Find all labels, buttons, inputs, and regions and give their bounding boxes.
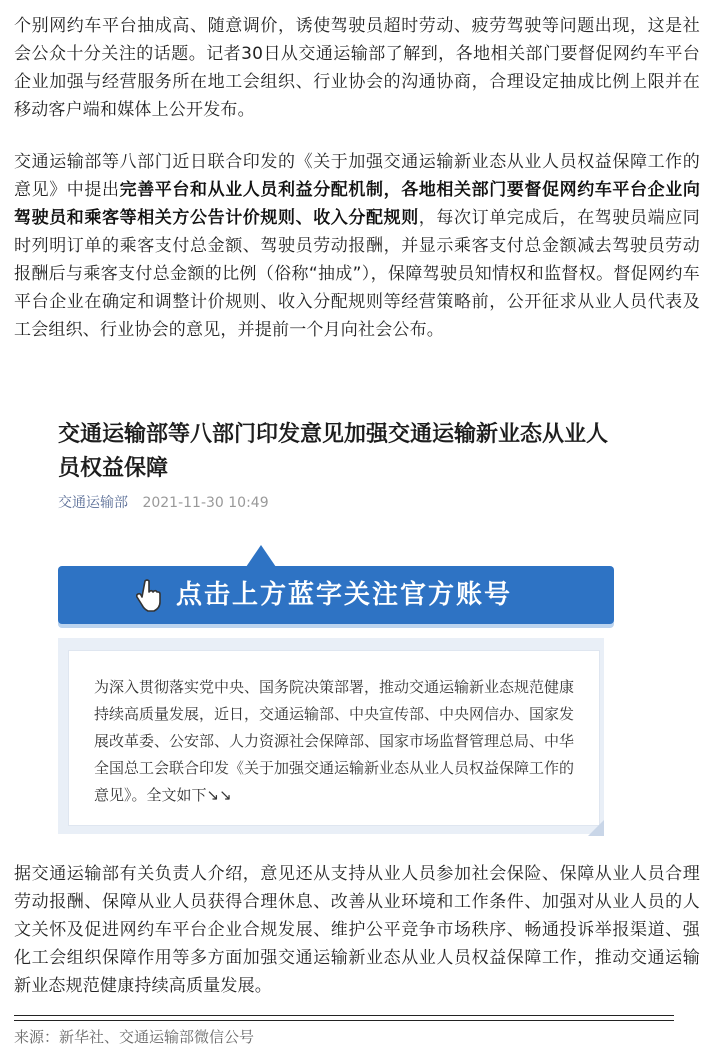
paragraph-2-bold-2: 各地相关部门要督促网约车平台企业向驾驶员和乘客等相关方公告计价规则、收入分配规则 [14, 180, 701, 228]
article-paragraph-1: 个别网约车平台抽成高、随意调价，诱使驾驶员超时劳动、疲劳驾驶等问题出现，这是社会公众十分关注的话题。记者30日从交通运输部了解到，各地相关部门要督促网约车平台企业加强与经营服务所在地工会组织、行业协会的沟通协商，合理设定抽成比例上限并在移动客户端和媒体上公开发布。 [14, 16, 700, 120]
footer-divider-top [14, 1015, 674, 1016]
paragraph-2-bold-1: 完善平台和从业人员利益分配机制 [119, 180, 384, 200]
article-paragraph-2 [14, 148, 700, 344]
embedded-article-source-link[interactable]: 交通运输部 [58, 495, 128, 511]
footer-divider-bottom [14, 1020, 674, 1021]
paragraph-2-comma: ， [383, 180, 402, 200]
pointer-hand-icon [136, 578, 162, 612]
banner-pointer-triangle [246, 545, 276, 567]
article-source: 来源：新华社、交通运输部微信公号 [14, 1028, 255, 1046]
embedded-article-time: 2021-11-30 10:49 [142, 495, 269, 511]
paragraph-2-intro: 交通运输部等八部门近日联合印发的《关于加强交通运输新业态从业人员权益保障工作的意见》中提出 [14, 152, 700, 200]
article-paragraph-3: 据交通运输部有关负责人介绍，意见还从支持从业人员参加社会保险、保障从业人员合理劳动报酬、保障从业人员获得合理休息、改善从业环境和工作条件、加强对从业人员的人文关怀及促进网约车平台企业合规发展、维护公平竞争市场秩序、畅通投诉举报渠道、强化工会组织保障作用等多方面加强交通运输新业态从业人员权益保障工作，推动交通运输新业态规范健康持续高质量发展。 [14, 864, 700, 996]
follow-account-banner[interactable] [58, 566, 614, 624]
banner-text: 点击上方蓝字关注官方账号 [176, 580, 513, 610]
embedded-article-meta [58, 492, 269, 512]
paragraph-2-rest: ，每次订单完成后，在驾驶员端应同时列明订单的乘客支付总金额、驾驶员劳动报酬，并显示乘客支付总金额减去驾驶员劳动报酬后与乘客支付总金额的比例（俗称“抽成”），保障驾驶员知情权和监督权。督促网约车平台企业在确定和调整计价规则、收入分配规则等经营策略前，公开征求从业人员代表及工会组织、行业协会的意见，并提前一个月向社会公布。 [14, 208, 700, 340]
embedded-article-title[interactable]: 交通运输部等八部门印发意见加强交通运输新业态从业人员权益保障 [58, 422, 609, 481]
quote-box-corner [588, 820, 604, 836]
quote-text: 为深入贯彻落实党中央、国务院决策部署，推动交通运输新业态规范健康持续高质量发展，近日，交通运输部、中央宣传部、中央网信办、国家发展改革委、公安部、人力资源社会保障部、国家市场监督管理总局、中华全国总工会联合印发《关于加强交通运输新业态从业人员权益保障工作的意见》。全文如下↘↘ [94, 678, 575, 804]
